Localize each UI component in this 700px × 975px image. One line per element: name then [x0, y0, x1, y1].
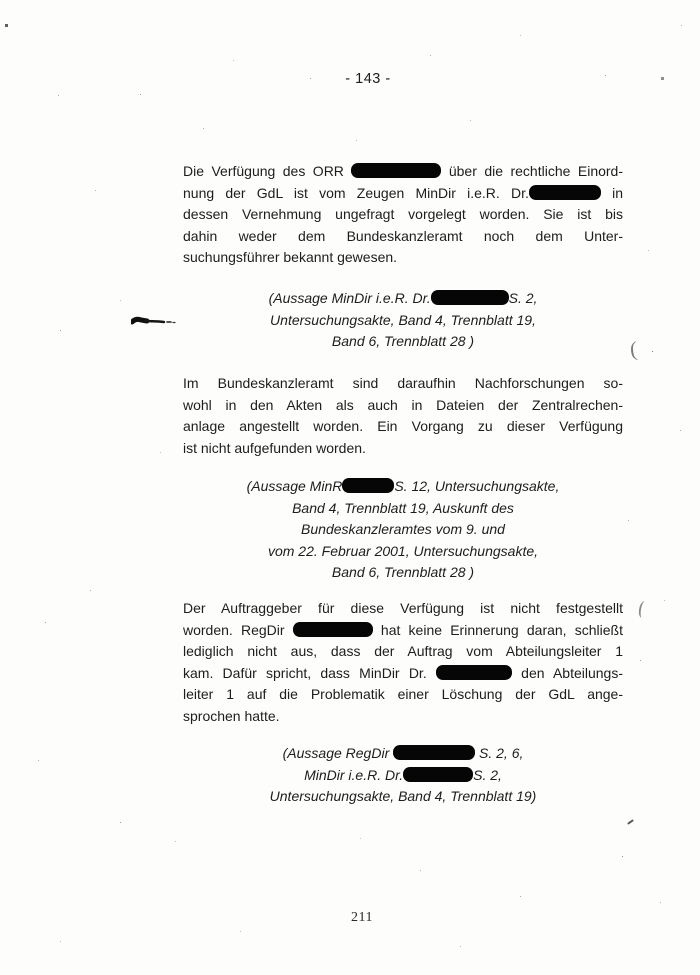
text-line: Band 6, Trennblatt 28 ): [331, 333, 475, 350]
margin-squiggle-artifact: [638, 601, 649, 619]
margin-tick-artifact: [627, 819, 634, 825]
text-line: Band 4, Trennblatt 19, Auskunft des: [292, 499, 514, 516]
paragraph-1: [183, 161, 623, 269]
text-line: worden. RegDir hat keine Erinnerung daran, schließt: [183, 621, 623, 638]
redaction-bar: [342, 478, 394, 493]
redaction-bar: [431, 290, 509, 305]
text-line: anlage angestellt worden. Ein Vorgang zu dieser Verfügung: [183, 418, 623, 435]
text-line: dahin weder dem Bundeskanzleramt noch dem Unter-: [183, 227, 623, 244]
paragraph-3: [183, 598, 623, 728]
redaction-bar: [351, 163, 441, 178]
paragraph-2: [183, 373, 623, 459]
ink-scribble-artifact: [131, 315, 177, 327]
text-line: ist nicht aufgefunden worden.: [183, 439, 366, 456]
redaction-bar: [293, 622, 373, 637]
redaction-bar: [529, 185, 601, 200]
text-line: Der Auftraggeber für diese Verfügung ist nicht festgestellt: [183, 600, 623, 616]
text-line: lediglich nicht aus, dass der Auftrag vom Abteilungsleiter 1: [183, 643, 623, 660]
text-line: dessen Vernehmung ungefragt vorgelegt worden. Sie ist bis: [183, 206, 623, 223]
text-line: Bundeskanzleramtes vom 9. und: [301, 521, 505, 538]
citation-2: [183, 476, 623, 584]
text-line: suchungsführer bekannt gewesen.: [183, 249, 398, 266]
redaction-bar: [436, 665, 512, 680]
handwritten-paren-artifact: (: [628, 336, 639, 362]
text-line: (Aussage MinR S. 12, Untersuchungsakte,: [246, 478, 560, 494]
text-line: nung der GdL ist vom Zeugen MinDir i.e.R. Dr. in: [183, 184, 623, 201]
text-line: MinDir i.e.R. Dr. S. 2,: [304, 766, 502, 783]
page-number-footer: 211: [351, 910, 373, 925]
text-line: sprochen hatte.: [183, 707, 280, 724]
redaction-bar: [403, 767, 473, 782]
text-line: wohl in den Akten als auch in Dateien der Zentralrechen-: [183, 396, 623, 413]
citation-3: [183, 743, 623, 808]
scan-noise-specks: [0, 0, 1, 1]
text-line: Untersuchungsakte, Band 4, Trennblatt 19,: [270, 311, 536, 328]
text-line: (Aussage RegDir S. 2, 6,: [282, 745, 524, 761]
text-line: (Aussage MinDir i.e.R. Dr. S. 2,: [268, 290, 538, 306]
text-line: Die Verfügung des ORR über die rechtliche Einord-: [183, 163, 623, 179]
text-line: Im Bundeskanzleramt sind daraufhin Nachforschungen so-: [183, 375, 623, 391]
text-line: Untersuchungsakte, Band 4, Trennblatt 19): [269, 788, 537, 805]
text-line: kam. Dafür spricht, dass MinDir Dr. den Abteilungs-: [183, 664, 624, 681]
redaction-bar: [393, 745, 475, 760]
text-line: Band 6, Trennblatt 28 ): [331, 564, 475, 581]
page-number-header: - 143 -: [345, 71, 391, 87]
citation-1: [183, 288, 623, 353]
text-line: vom 22. Februar 2001, Untersuchungsakte,: [267, 542, 539, 559]
text-line: leiter 1 auf die Problematik einer Löschung der GdL ange-: [183, 686, 623, 703]
